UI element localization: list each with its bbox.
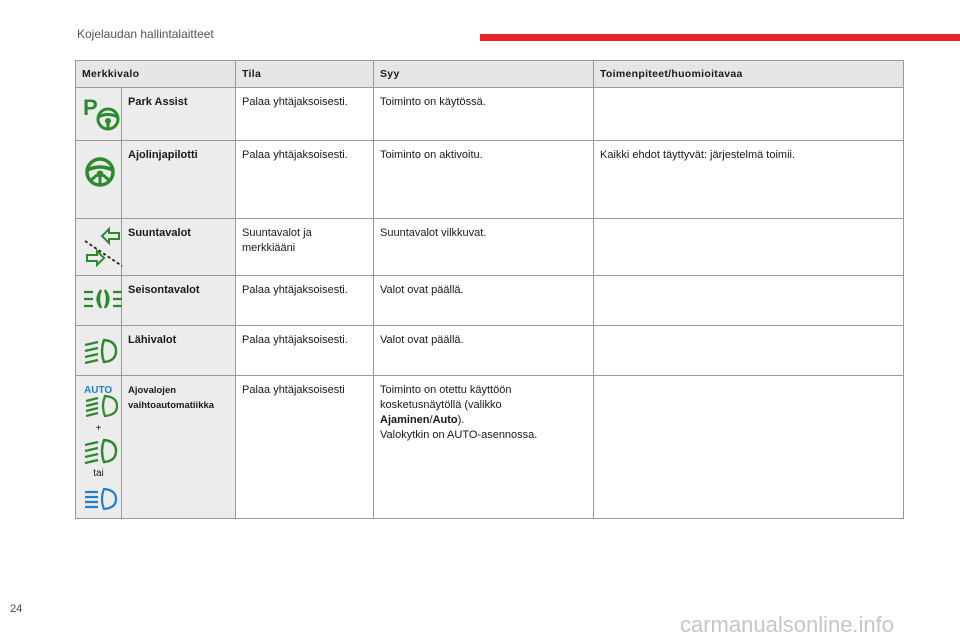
table-row: [76, 326, 904, 376]
icon-cell: [76, 141, 122, 219]
cause-text: Toiminto on otettu käyttöön kosketusnäytöllä (valikko: [380, 384, 512, 411]
table-header-row: [76, 61, 904, 88]
state-cell: Palaa yhtäjaksoisesti: [236, 376, 374, 519]
menu-name: Ajaminen: [380, 414, 430, 426]
state-cell: Palaa yhtäjaksoisesti.: [236, 141, 374, 219]
watermark: carmanualsonline.info: [680, 612, 895, 637]
action-cell: [594, 219, 904, 276]
indicator-name: Seisontavalot: [122, 276, 236, 326]
indicator-name: Park Assist: [122, 88, 236, 141]
cause-cell: Toiminto on aktivoitu.: [374, 141, 594, 219]
or-label: tai: [93, 468, 104, 479]
dipped-beam-icon: [82, 438, 118, 464]
column-header-indicator: Merkkivalo: [76, 61, 236, 88]
icon-cell: [76, 219, 122, 276]
auto-headlight-icon: [82, 383, 120, 419]
indicator-name: Suuntavalot: [122, 219, 236, 276]
menu-separator: /: [429, 414, 433, 426]
cause-cell: Valot ovat päällä.: [374, 276, 594, 326]
column-header-action: Toimenpiteet/huomioitavaa: [594, 61, 904, 88]
action-cell: [594, 88, 904, 141]
state-cell: Palaa yhtäjaksoisesti.: [236, 276, 374, 326]
submenu-name: Auto: [432, 414, 458, 426]
header-accent-bar: [480, 34, 960, 41]
icon-cell: [76, 376, 122, 519]
state-cell: Suuntavalot ja merkkiääni: [236, 219, 374, 276]
action-cell: [594, 276, 904, 326]
table-row: [76, 376, 904, 519]
park-assist-icon: [82, 95, 122, 133]
svg-text:AUTO: AUTO: [84, 385, 113, 396]
icon-cell: [76, 276, 122, 326]
cause-cell: [374, 376, 594, 519]
icon-cell: [76, 326, 122, 376]
cause-cell: Toiminto on käytössä.: [374, 88, 594, 141]
table-row: [76, 219, 904, 276]
column-header-state: Tila: [236, 61, 374, 88]
action-cell: [594, 326, 904, 376]
action-cell: Kaikki ehdot täyttyvät: järjestelmä toimii.: [594, 141, 904, 219]
cause-text-end: ).: [457, 414, 465, 426]
cause-cell: Valot ovat päällä.: [374, 326, 594, 376]
state-cell: Palaa yhtäjaksoisesti.: [236, 326, 374, 376]
icon-cell: [76, 88, 122, 141]
table-row: [76, 141, 904, 219]
table-row: [76, 276, 904, 326]
indicator-name: Ajovalojen vaihtoautomatiikka: [122, 376, 236, 519]
action-cell: [594, 376, 904, 519]
dipped-beam-icon: [82, 337, 118, 365]
page-number: 24: [10, 603, 23, 615]
plus-label: +: [95, 423, 102, 434]
section-title: Kojelaudan hallintalaitteet: [77, 27, 214, 41]
cause-text-line2: Valokytkin on AUTO-asennossa.: [380, 429, 538, 441]
indicator-name: Lähivalot: [122, 326, 236, 376]
svg-text:P: P: [83, 95, 98, 120]
steering-wheel-icon: [82, 154, 118, 190]
main-beam-icon: [82, 487, 118, 511]
warning-lights-table: [75, 60, 904, 519]
indicator-name: Ajolinjapilotti: [122, 141, 236, 219]
column-header-cause: Syy: [374, 61, 594, 88]
turn-signal-icon: [82, 226, 124, 268]
state-cell: Palaa yhtäjaksoisesti.: [236, 88, 374, 141]
table-row: [76, 88, 904, 141]
cause-cell: Suuntavalot vilkkuvat.: [374, 219, 594, 276]
sidelights-icon: [82, 287, 124, 311]
